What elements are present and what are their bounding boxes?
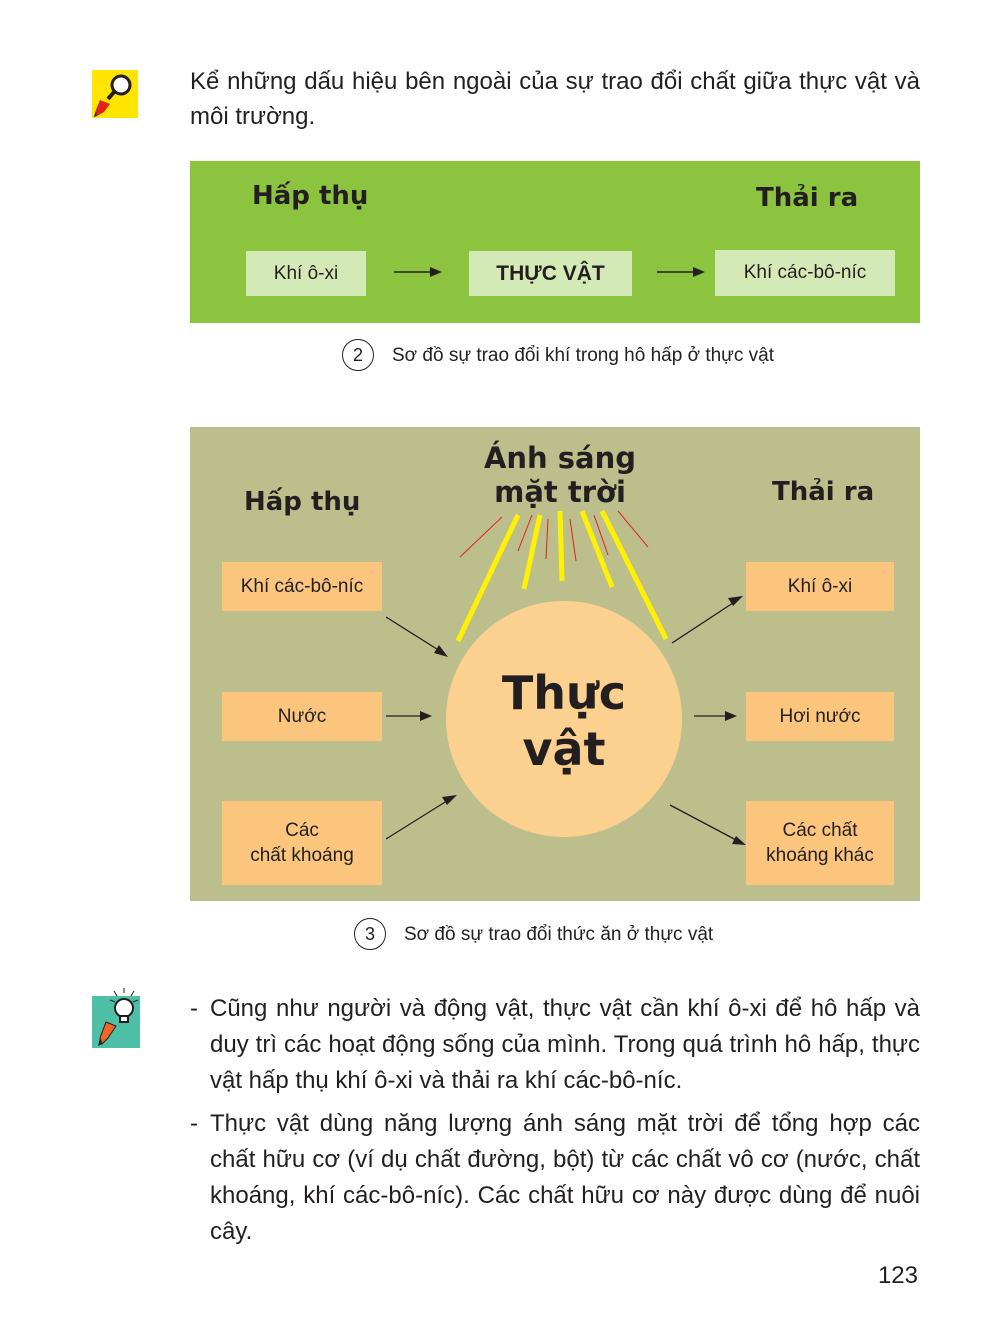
figure-caption-2: Sơ đồ sự trao đổi khí trong hô hấp ở thực vật [392,345,775,366]
lightbulb-pencil-icon [92,988,140,1048]
note-dash: - [190,1110,198,1137]
output-box-oxygen: Khí ô-xi [746,562,894,611]
question-text: Kể những dấu hiệu bên ngoài của sự trao đổi chất giữa thực vật và môi trường. [190,68,920,130]
output-box-vapor: Hơi nước [746,692,894,741]
output-box-co2: Khí các-bô-níc [715,250,895,296]
absorb-heading: Hấp thụ [244,487,361,517]
input-box-minerals: Các chất khoáng [222,801,382,885]
food-exchange-diagram [190,427,920,901]
output-box-other-minerals: Các chất khoáng khác [746,801,894,885]
note-item-1 [190,991,920,1099]
input-box-water: Nước [222,692,382,741]
magnifier-pencil-icon [92,70,138,118]
input-box-oxygen: Khí ô-xi [246,251,366,296]
plant-box: THỰC VẬT [469,251,632,296]
input-box-co2: Khí các-bô-níc [222,562,382,611]
sunlight-label: Ánh sáng mặt trời [483,441,637,509]
absorb-heading: Hấp thụ [252,181,369,211]
figure-number-3: 3 [354,918,386,950]
figure-caption-3: Sơ đồ sự trao đổi thức ăn ở thực vật [404,924,714,945]
plant-label: Thực vật [501,666,627,776]
note-text: Cũng như người và động vật, thực vật cần khí ô-xi để hô hấp và duy trì các hoạt động sống của mình. Trong quá trình hô hấp, thực vật hấp thụ khí ô-xi và thải ra khí các-bô-níc. [210,995,920,1094]
figure-number-2: 2 [342,339,374,371]
page-number: 123 [877,1262,918,1289]
release-heading: Thải ra [756,183,859,213]
gas-exchange-diagram [190,161,920,323]
note-text: Thực vật dùng năng lượng ánh sáng mặt trời để tổng hợp các chất hữu cơ (ví dụ chất đường, bột) từ các chất vô cơ (nước, chất khoáng, khí các-bô-níc). Các chất hữu cơ này được dùng để nuôi cây. [210,1110,920,1245]
note-dash: - [190,995,198,1022]
release-heading: Thải ra [772,477,875,507]
flow-arrows [190,161,920,323]
note-item-2 [190,1106,920,1250]
